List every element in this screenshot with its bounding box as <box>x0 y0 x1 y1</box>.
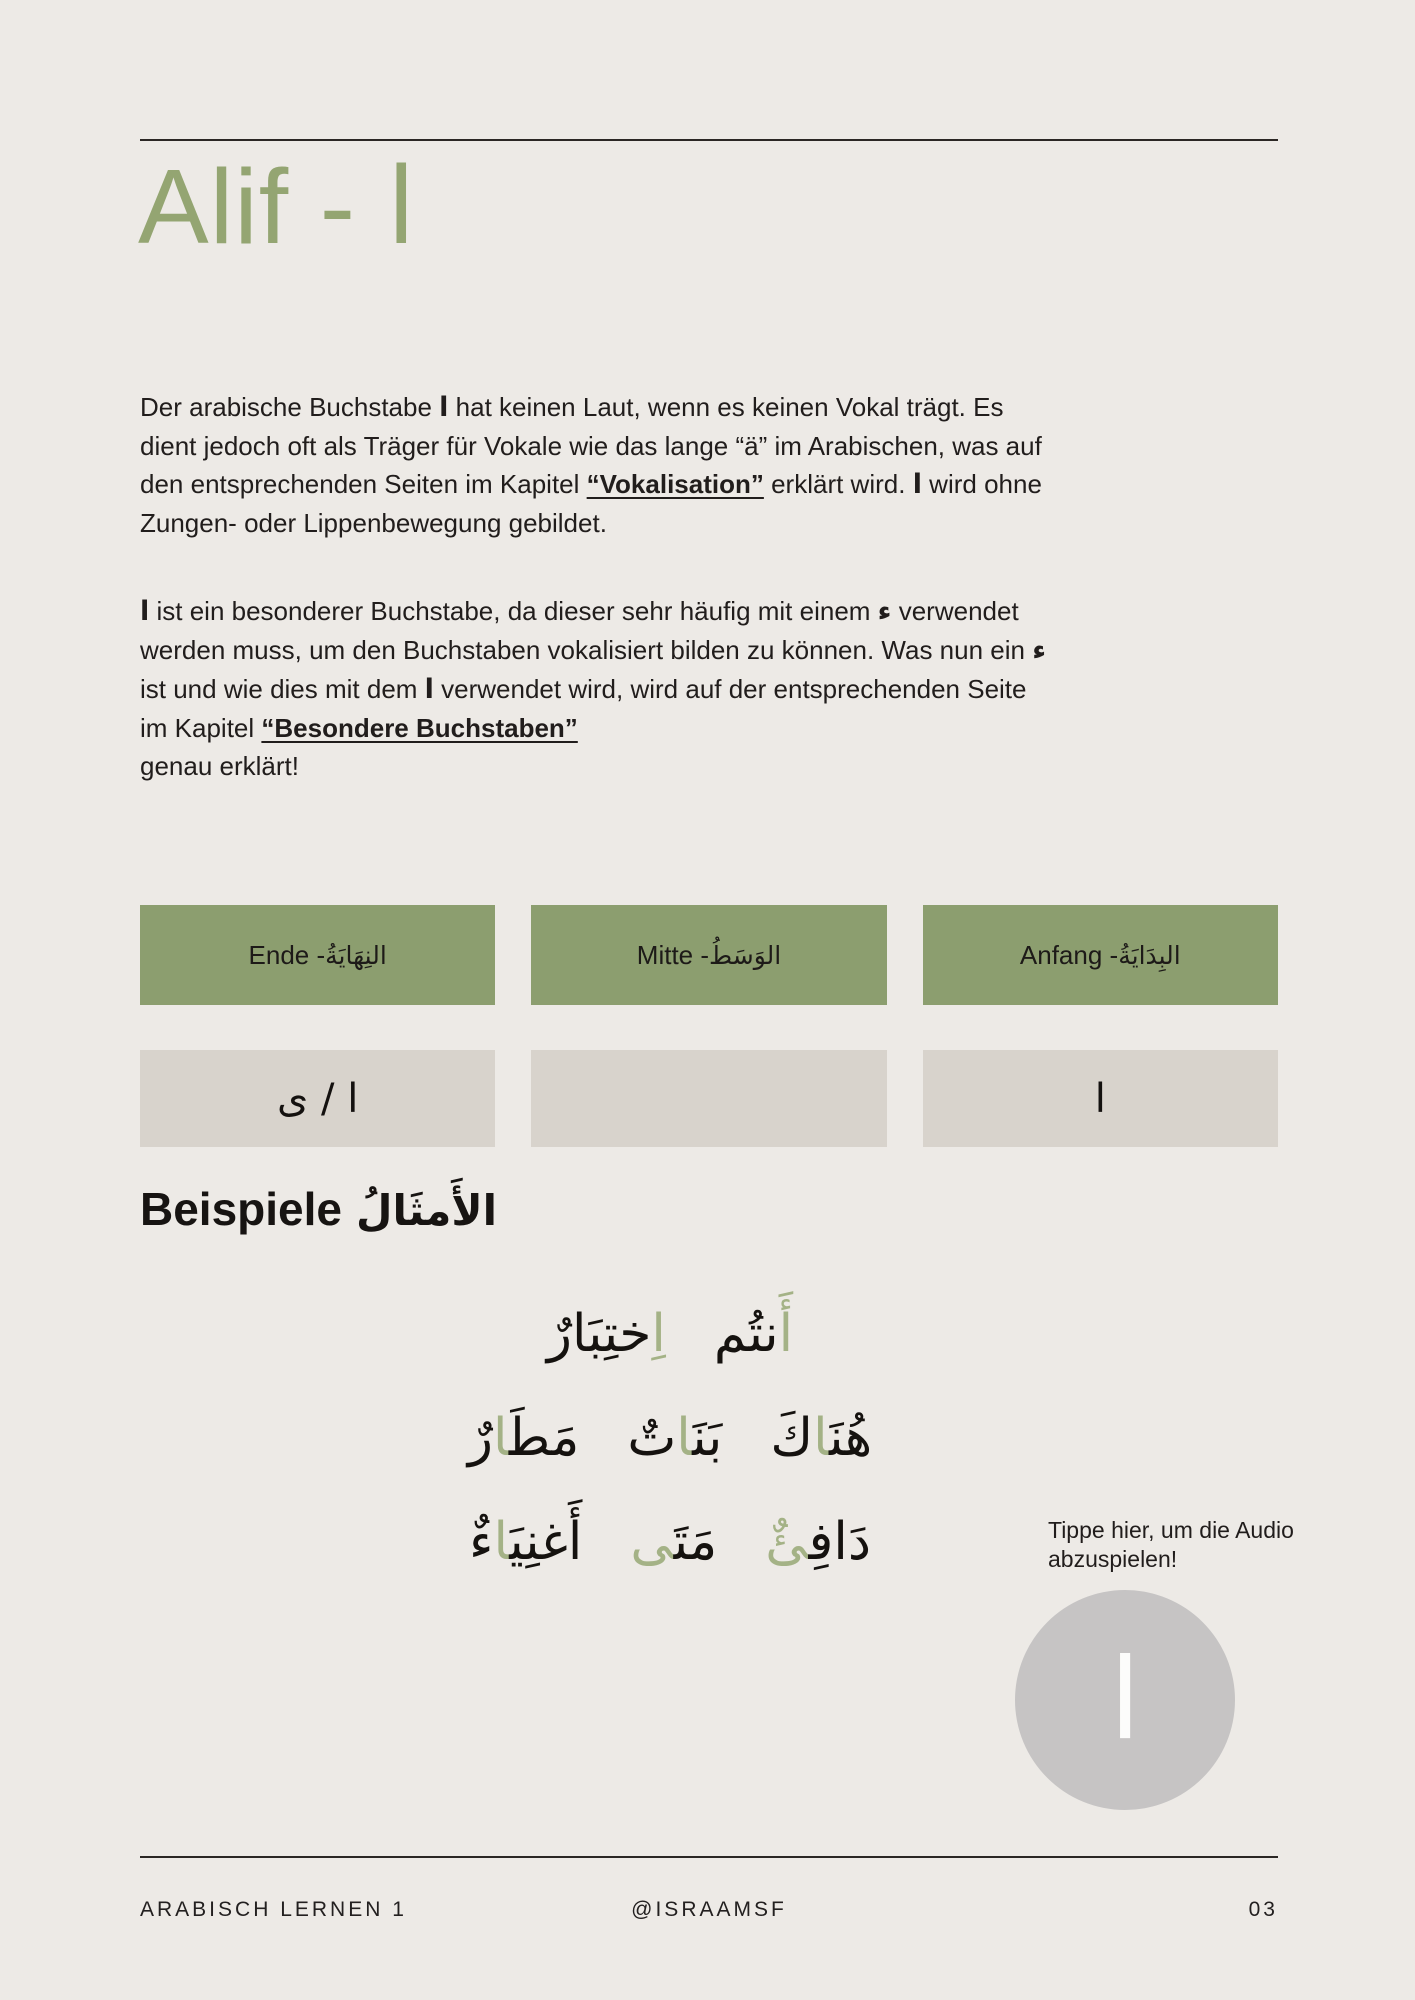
arabic-word <box>468 1408 579 1468</box>
highlighted-alif: ئٌ <box>765 1512 809 1572</box>
word-part: كَ <box>770 1408 814 1468</box>
table-cell <box>531 1050 886 1147</box>
highlighted-alif: ا <box>493 1512 510 1572</box>
letter-forms-table <box>140 905 1278 1147</box>
arabic-letter-inline: ء <box>877 596 892 627</box>
word-part: ختِبَارٌ <box>546 1304 652 1364</box>
footer-handle: @ISRAAMSF <box>631 1898 787 1921</box>
vokalisation-link[interactable]: “Vokalisation” <box>586 469 764 499</box>
word-part: مَطَ <box>508 1408 580 1468</box>
text-segment: genau erklärt! <box>140 751 299 781</box>
highlighted-alif: ى <box>630 1512 674 1572</box>
word-part: رٌ <box>467 1408 493 1468</box>
highlighted-alif: اِ <box>651 1304 666 1364</box>
examples-heading <box>140 1182 497 1236</box>
header-label-de: Anfang - <box>1019 939 1119 970</box>
header-label-ar: الوَسَطُ <box>709 940 782 970</box>
table-body-row <box>140 1050 1278 1147</box>
header-label-ar: النِهَايَةُ <box>325 940 387 970</box>
highlighted-alif: ا <box>492 1408 509 1468</box>
audio-play-button[interactable] <box>1015 1590 1235 1810</box>
arabic-word <box>770 1408 872 1468</box>
table-header-cell <box>923 905 1278 1005</box>
header-label-de: Ende - <box>248 939 326 970</box>
examples-heading-ar: الأَمثَالُ <box>356 1186 498 1235</box>
arabic-word <box>630 1512 717 1572</box>
example-words-block <box>300 1282 1040 1594</box>
word-part: دَافِ <box>808 1512 872 1572</box>
bottom-divider <box>140 1856 1278 1858</box>
alif-letter: ا <box>1109 1635 1141 1765</box>
arabic-letter-inline: ا <box>439 392 449 423</box>
text-segment: ist und wie dies mit dem <box>140 674 425 704</box>
word-part: تٌ <box>627 1408 677 1468</box>
highlighted-alif: أَ <box>778 1304 794 1364</box>
arabic-letter-inline: ا <box>140 596 150 627</box>
example-row <box>300 1282 1040 1386</box>
arabic-letter-inline: ء <box>1032 635 1047 666</box>
header-label-ar: البِدَايَةُ <box>1118 940 1181 970</box>
word-part: مَتَ <box>673 1512 718 1572</box>
arabic-word <box>765 1512 871 1572</box>
table-cell: ا <box>923 1050 1278 1147</box>
arabic-word <box>469 1512 582 1572</box>
arabic-letter-inline: ا <box>912 469 922 500</box>
example-row <box>300 1386 1040 1490</box>
text-segment: verwendet werden muss, um den Buchstaben vokalisiert bilden zu können. Was nun ein <box>140 596 1033 665</box>
arabic-word <box>714 1304 793 1364</box>
arabic-word <box>547 1304 666 1364</box>
word-part: أَغنِيَ <box>509 1512 583 1572</box>
table-cell: ا / ى <box>140 1050 495 1147</box>
intro-text <box>140 388 1050 835</box>
arabic-word <box>627 1408 722 1468</box>
header-label-de: Mitte - <box>636 939 710 970</box>
page-title: Alif - ا <box>138 148 416 266</box>
top-divider <box>140 139 1278 141</box>
highlighted-alif: ا <box>813 1408 830 1468</box>
table-header-cell <box>531 905 886 1005</box>
text-segment: wird ohne Zungen- oder Lippenbewegung gebildet. <box>140 469 1042 538</box>
text-segment: verwendet wird, wird auf der entsprechenden Seite im Kapitel <box>140 674 1027 743</box>
word-part: ءٌ <box>468 1512 494 1572</box>
arabic-letter-inline: ا <box>424 674 434 705</box>
page-footer <box>140 1898 1278 1922</box>
audio-hint-text: Tippe hier, um die Audio abzuspielen! <box>1048 1517 1294 1572</box>
text-segment: hat keinen Laut, wenn es keinen Vokal trägt. Es dient jedoch oft als Träger für Vokale wie das lange “ä” im Arabischen, was auf den entsprechenden Seiten im Kapitel <box>140 392 1042 499</box>
text-segment: Der arabische Buchstabe <box>140 392 440 422</box>
word-part: بَنَ <box>692 1408 723 1468</box>
table-header-row <box>140 905 1278 1005</box>
intro-paragraph <box>140 592 1050 785</box>
examples-heading-de: Beispiele <box>140 1183 342 1235</box>
besondere-buchstaben-link[interactable]: “Besondere Buchstaben” <box>261 713 578 743</box>
example-row <box>300 1490 1040 1594</box>
intro-paragraph <box>140 388 1050 542</box>
highlighted-alif: ا <box>676 1408 693 1468</box>
text-segment: erklärt wird. <box>763 469 913 499</box>
word-part: هُنَ <box>829 1408 873 1468</box>
footer-brand: ARABISCH LERNEN 1 <box>140 1898 407 1921</box>
text-segment: ist ein besonderer Buchstabe, da dieser sehr häufig mit einem <box>149 596 878 626</box>
footer-page-number: 03 <box>1248 1898 1278 1921</box>
word-part: نتُم <box>713 1304 779 1364</box>
table-header-cell <box>140 905 495 1005</box>
